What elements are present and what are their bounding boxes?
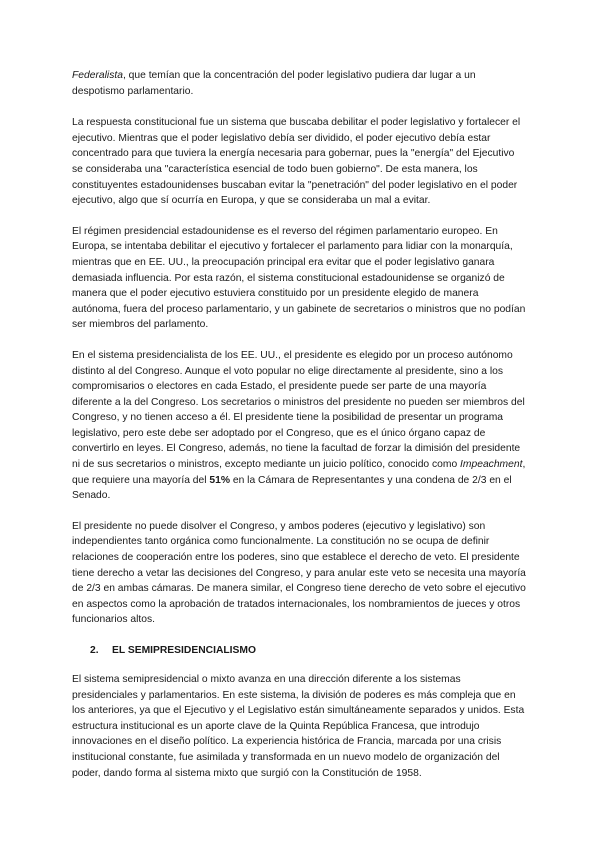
paragraph-presidente-no-disuelve: El presidente no puede disolver el Congreso, y ambos poderes (ejecutivo y legislativo) son independientes tanto orgánica como funcionalmente. La constitución no se ocupa de definir relaciones de cooperación entre los poderes, sino que establece el derecho de veto. El presidente tiene derecho a vetar las decisiones del Congreso, y para anular este veto se necesita una mayoría de 2/3 en ambas cámaras. De manera similar, el Congreso tiene derecho de veto sobre el ejecutivo en aspectos como la aprobación de tratados internacionales, los nombramientos de jueces y otros funcionarios altos.: [72, 520, 526, 626]
paragraph-regimen-presidencial: El régimen presidencial estadounidense es el reverso del régimen parlamentario europeo. En Europa, se intentaba debilitar el ejecutivo y fortalecer el parlamento para lidiar con la monarquía, mientras que en EE. UU., la preocupación principal era evitar que el poder legislativo ganara demasiada influencia. Por esta razón, el sistema constitucional estadounidense se organizó de manera que el poder ejecutivo estuviera constituido por un presidente elegido de manera autónoma, fuera del proceso parlamentario, y un gabinete de secretarios o ministros que no podían ser miembros del parlamento.: [72, 225, 526, 331]
bold-51-percent: 51%: [209, 474, 230, 486]
italic-federalista: Federalista: [72, 70, 123, 81]
section-heading-number: 2.: [90, 645, 99, 656]
italic-impeachment: Impeachment: [460, 459, 523, 471]
paragraph-sistema-presidencialista-text-2: , que requiere una mayoría del: [72, 459, 526, 486]
document-body: [72, 68, 528, 796]
paragraph-federalista-text: , que temían que la concentración del poder legislativo pudiera dar lugar a un despotismo parlamentario.: [72, 70, 476, 97]
paragraph-semipresidencial: El sistema semipresidencial o mixto avanza en una dirección diferente a los sistemas presidenciales y parlamentarios. En este sistema, la división de poderes es más compleja que en los anteriores, ya que el Ejecutivo y el Legislativo están simultáneamente separados y unidos. Esta estructura institucional es un aporte clave de la Quinta República Francesa, que introdujo innovaciones en el diseño político. La experiencia histórica de Francia, marcada por una crisis institucional constante, fue asimilada y transformada en un nuevo modelo de organización del poder, dando forma al sistema mixto que surgió con la Constitución de 1958.: [72, 674, 525, 779]
paragraph-sistema-presidencialista: [72, 348, 528, 504]
paragraph-sistema-presidencialista-text-1: En el sistema presidencialista de los EE. UU., el presidente es elegido por un proceso autónomo distinto al del Congreso. Aunque el voto popular no elige directamente al presidente, sino a los compromisarios o electores en cada Estado, el presidente puede ser parte de una mayoría diferente a la del Congreso. Los secretarios o ministros del presidente no pueden ser miembros del Congreso, y no tienen acceso a él. El presidente tiene la posibilidad de presentar un programa legislativo, pero este debe ser adoptado por el Congreso, que es el único órgano capaz de convertirlo en leyes. El Congreso, además, no tiene la facultad de forzar la dimisión del presidente ni de sus secretarios o ministros, excepto mediante un juicio político, conocido como: [72, 349, 525, 471]
paragraph-sistema-presidencialista-text-3: en la Cámara de Representantes y una condena de 2/3 en el Senado.: [72, 474, 512, 502]
paragraph-respuesta-constitucional: La respuesta constitucional fue un sistema que buscaba debilitar el poder legislativo y fortalecer el ejecutivo. Mientras que el poder legislativo debía ser dividido, el poder ejecutivo debía estar concentrado para que tuviera la energía necesaria para gobernar, pues la "energía" del Ejecutivo se consideraba una "característica esencial de todo buen gobierno". De esta manera, los constituyentes estadounidenses buscaban evitar la "penetración" del poder legislativo en el poder ejecutivo, algo que sí ocurría en Europa, y que se consideraba un mal a evitar.: [72, 117, 521, 207]
paragraph-federalista: [72, 68, 528, 99]
section-heading: [72, 643, 528, 658]
section-heading-title: EL SEMIPRESIDENCIALISMO: [112, 645, 256, 656]
